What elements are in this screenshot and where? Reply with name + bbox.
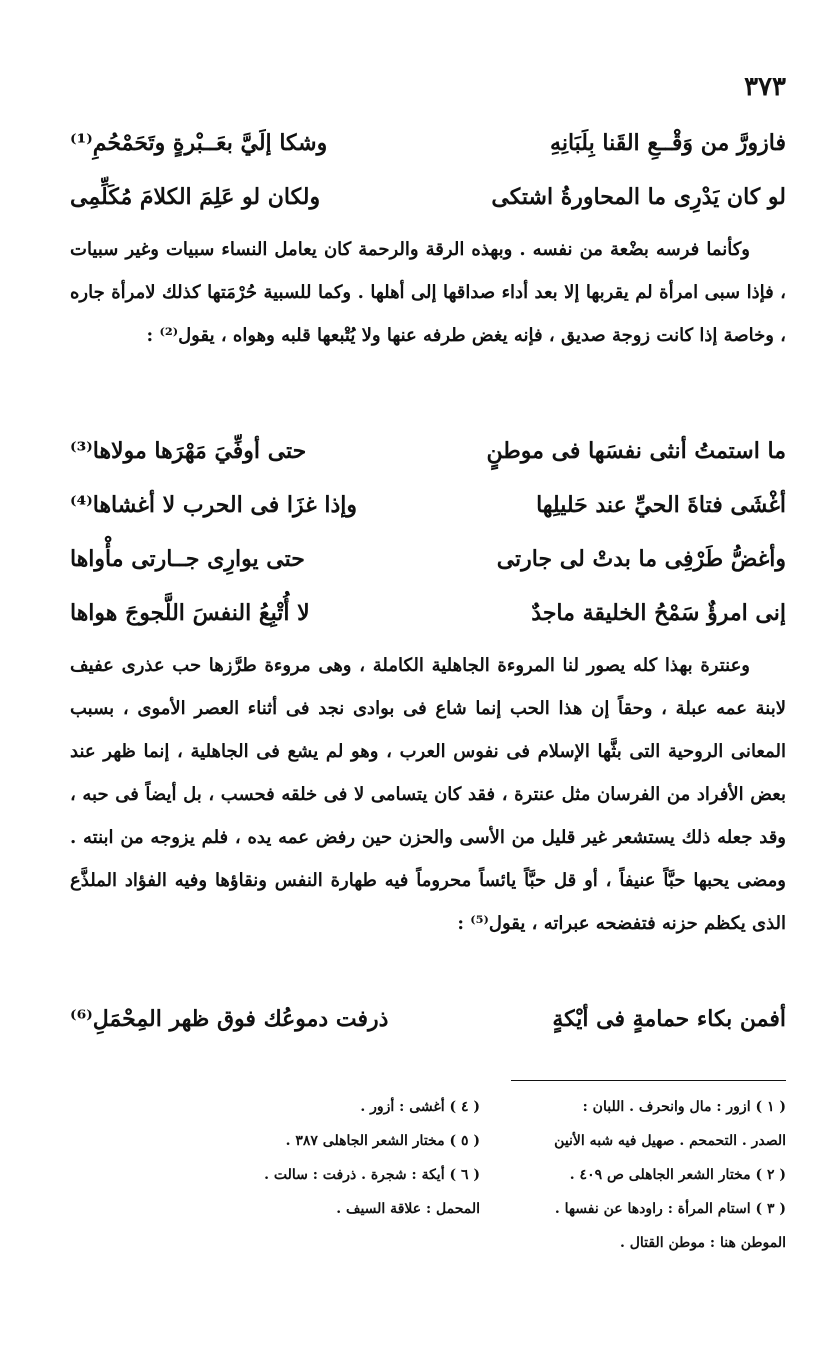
verse-first-hemistich: فازورَّ من وَقْــعِ القَنا بِلَبَانِهِ bbox=[550, 130, 786, 156]
verse-first-hemistich: أفمن بكاء حمامةٍ فى أيْكةٍ bbox=[552, 1006, 786, 1032]
verse-first-hemistich: إنى امرؤٌ سَمْحُ الخليقة ماجدٌ bbox=[531, 600, 786, 626]
paragraph-1: وكأنما فرسه بضْعة من نفسه . وبهذه الرقة والرحمة كان يعامل النساء سبيات وغير سبيات ، فإذا سبى امرأة لم يقربها إلا بعد أداء صداقها إلى أهلها . وكما للسبية حُرْمَتها كذلك لامرأة جاره ، وخاصة إذا كانت زوجة صديق ، فإنه يغض طرفه عنها ولا يُتْبعها قلبه وهواه ، يقول⁽²⁾ : bbox=[70, 239, 786, 346]
verse bbox=[70, 546, 786, 600]
footnote-divider bbox=[511, 1080, 786, 1081]
verse-first-hemistich: وأغضُّ طَرْفِى ما بدتْ لى جارتى bbox=[496, 546, 786, 572]
verses-middle bbox=[70, 438, 786, 654]
footnote-line: الصدر . التحمحم . صهيل فيه شبه الأنين bbox=[554, 1133, 786, 1149]
verse bbox=[70, 492, 786, 546]
verse-first-hemistich: ما استمتُ أنثى نفسَها فى موطنٍ bbox=[486, 438, 786, 464]
footnote-line: ( ٣ ) استام المرأة : راودها عن نفسها . bbox=[554, 1201, 786, 1217]
verse-second-hemistich: حتى يوارِى جــارتى مأْواها bbox=[70, 546, 305, 572]
verse-second-hemistich: لا أُتْبِعُ النفسَ اللَّجوجَ هواها bbox=[70, 600, 310, 626]
verse-second-hemistich: ولكان لو عَلِمَ الكلامَ مُكَلِّمِى bbox=[70, 184, 321, 210]
footnote-line: ( ١ ) ازور : مال وانحرف . اللبان : bbox=[582, 1099, 786, 1115]
footnotes-left-column bbox=[220, 1090, 480, 1226]
verses-bottom bbox=[70, 1006, 786, 1060]
footnotes-right-column bbox=[456, 1090, 786, 1260]
verse-second-hemistich: وشكا إلَيَّ بعَــبْرةٍ وتَحَمْحُمِ⁽¹⁾ bbox=[70, 130, 328, 156]
verse bbox=[70, 438, 786, 492]
footnote-line: الموطن هنا : موطن القتال . bbox=[620, 1235, 786, 1251]
verse-first-hemistich: أغْشَى فتاةَ الحيِّ عند حَليلِها bbox=[536, 492, 786, 518]
footnote-line: ( ٢ ) مختار الشعر الجاهلى ص ٤٠٩ . bbox=[569, 1167, 786, 1183]
verses-top bbox=[70, 130, 786, 238]
page-number: ٣٧٣ bbox=[744, 72, 786, 102]
footnote-line: ( ٥ ) مختار الشعر الجاهلى ٣٨٧ . bbox=[285, 1133, 480, 1149]
footnote-line: ( ٤ ) أغشى : أزور . bbox=[360, 1099, 480, 1115]
verse bbox=[70, 1006, 786, 1060]
verse-second-hemistich: حتى أوفِّيَ مَهْرَها مولاها⁽³⁾ bbox=[70, 438, 307, 464]
verse-second-hemistich: وإذا غزَا فى الحرب لا أغشاها⁽⁴⁾ bbox=[70, 492, 357, 518]
verse bbox=[70, 130, 786, 184]
footnote-line: المحمل : علاقة السيف . bbox=[336, 1201, 480, 1217]
paragraph-2: وعنترة بهذا كله يصور لنا المروءة الجاهلية الكاملة ، وهى مروءة طرَّزها حب عذرى عفيف لابنة عمه عبلة ، وحقاً إن هذا الحب إنما شاع فى بوادى نجد فى أثناء العصر الأموى ، بسبب المعانى الروحية التى بثَّها الإسلام فى نفوس العرب ، وهو لم يشع فى الجاهلية ، إنما ظهر عند بعض الأفراد من الفرسان مثل عنترة ، فقد كان يتسامى لا فى خلقه فحسب ، بل أيضاً فى حبه ، وقد جعله ذلك يستشعر غير قليل من الأسى والحزن حين رفض عمه يده ، فلم يزوجه من ابنته . ومضى يحبها حبَّاً عنيفاً ، أو قل حبَّاً يائساً محروماً فيه طهارة النفس ونقاؤها وفيه الفؤاد الملذَّع الذى يكظم حزنه فتفضحه عبراته ، يقول⁽⁵⁾ : bbox=[70, 655, 786, 934]
verse-second-hemistich: ذرفت دموعُك فوق ظهر المِحْمَلِ⁽⁶⁾ bbox=[70, 1006, 389, 1032]
footnote-line: ( ٦ ) أيكة : شجرة . ذرفت : سالت . bbox=[264, 1167, 480, 1183]
verse-first-hemistich: لو كان يَدْرِى ما المحاورةُ اشتكى bbox=[491, 184, 786, 210]
